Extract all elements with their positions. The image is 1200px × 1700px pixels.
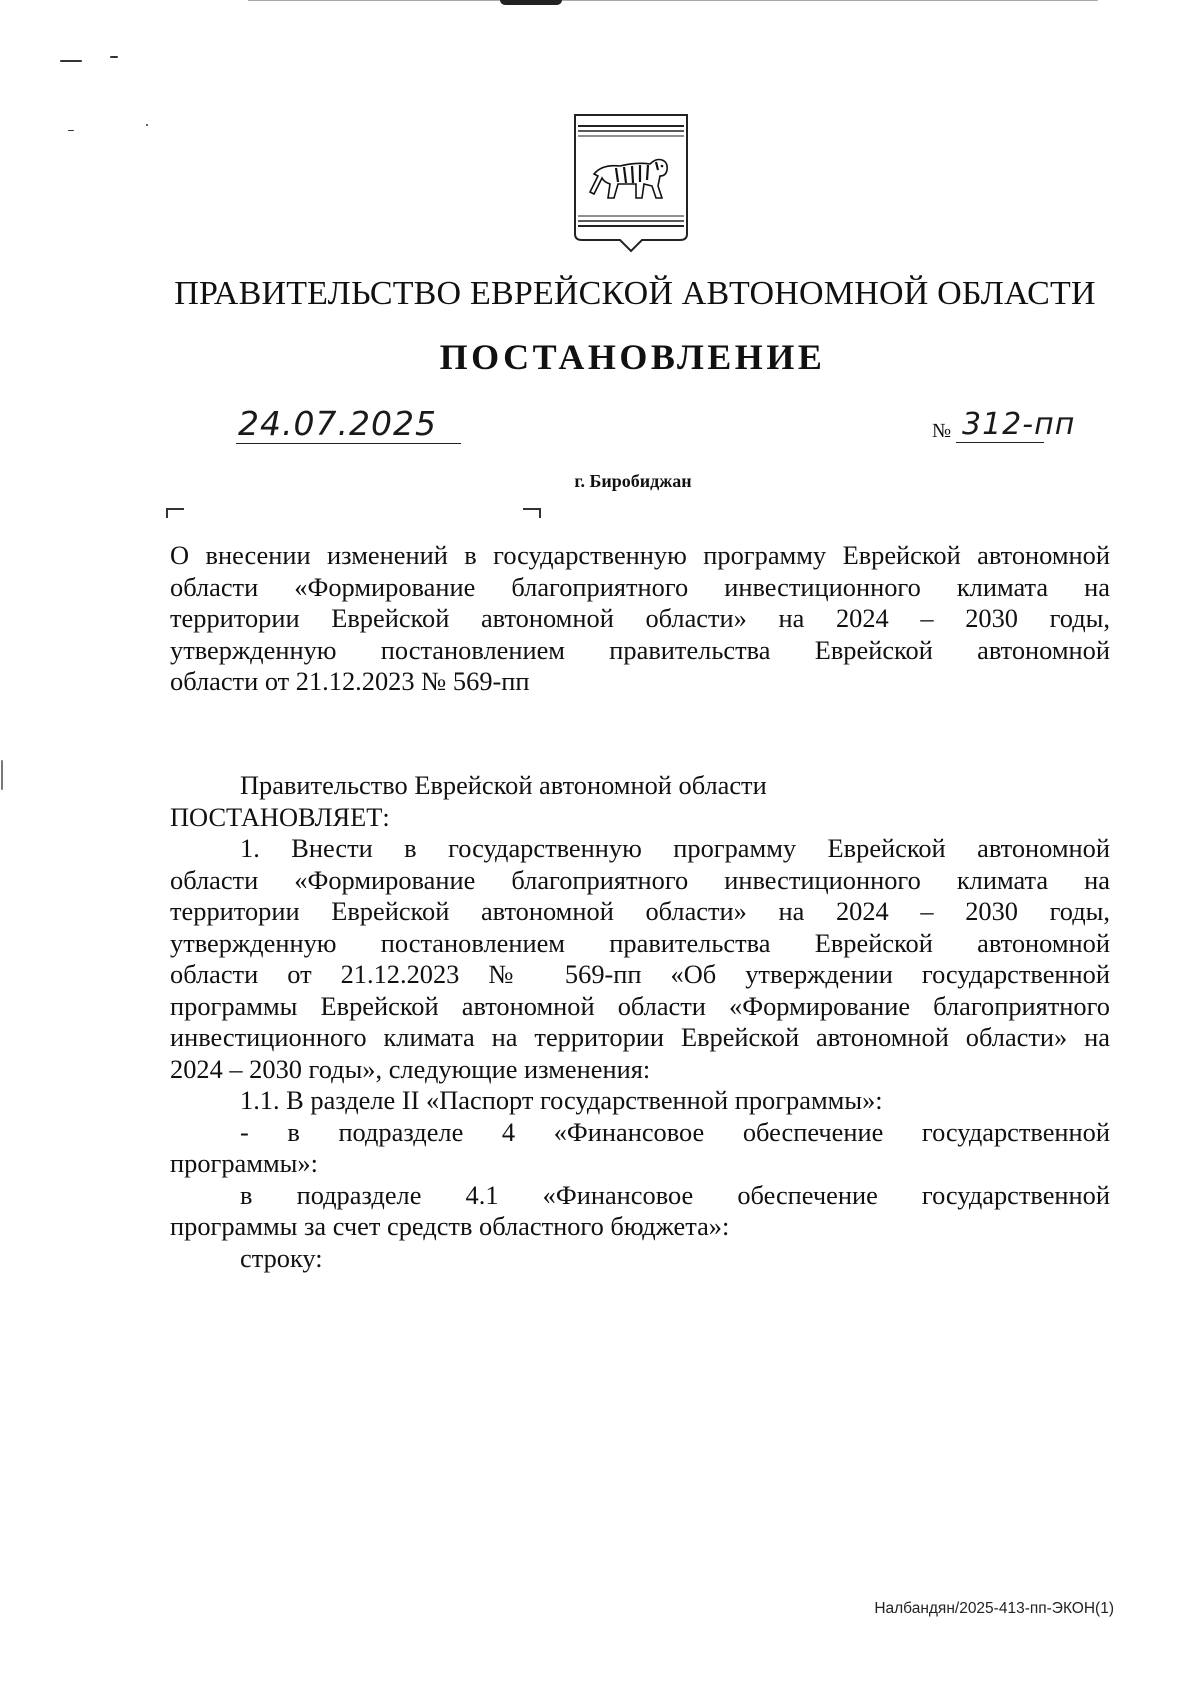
preamble-decree: ПОСТАНОВЛЯЕТ: [170, 801, 390, 832]
item-line: области «Формирование благоприятного инвестиционного климата на [170, 864, 1110, 895]
item-line: 1. Внести в государственную программу Еврейской автономной [240, 833, 1110, 863]
subsection-line: программы за счет средств областного бюджета»: [170, 1211, 730, 1241]
document-code: Налбандян/2025-413-пп-ЭКОН(1) [874, 1600, 1114, 1617]
city-label: г. Биробиджан [574, 471, 692, 491]
subject-line: территории Еврейской автономной области» на 2024 – 2030 годы, [170, 603, 1110, 633]
corner-mark-right [523, 508, 541, 518]
scan-mark [146, 124, 148, 126]
number-underline [956, 442, 1044, 443]
preamble-line: Правительство Еврейской автономной области [240, 770, 767, 800]
scan-top-edge [248, 0, 1098, 1]
document-subject [170, 540, 1110, 698]
subsection-line: программы»: [170, 1148, 318, 1178]
scan-mark [1, 760, 3, 790]
handwritten-date: 24.07.2025 [238, 404, 437, 443]
scan-binder-mark [500, 0, 562, 5]
subject-line: утвержденную постановлением правительства Еврейской автономной [170, 634, 1110, 665]
scan-mark [60, 60, 82, 62]
item-line: инвестиционного климата на территории Еврейской автономной области» на [170, 1022, 1110, 1052]
number-sign: № [932, 420, 952, 442]
scan-mark [110, 56, 118, 58]
document-body [170, 770, 1110, 1274]
scan-mark [68, 130, 74, 131]
subject-line: О внесении изменений в государственную программу Еврейской автономной [170, 540, 1110, 570]
item-line: утвержденную постановлением правительства Еврейской автономной [170, 927, 1110, 958]
row-word: строку: [240, 1242, 323, 1273]
coat-of-arms-emblem [572, 112, 690, 254]
subsection-line: в подразделе 4.1 «Финансовое обеспечение государственной [240, 1179, 1110, 1210]
subject-line: области от 21.12.2023 № 569-пп [170, 666, 530, 696]
corner-mark-left [166, 508, 184, 518]
date-underline [236, 443, 461, 444]
item-line: области от 21.12.2023 № 569-пп «Об утверждении государственной [170, 959, 1110, 989]
subitem-line: 1.1. В разделе II «Паспорт государственной программы»: [240, 1085, 883, 1115]
item-line: программы Еврейской автономной области «Формирование благоприятного [170, 990, 1110, 1021]
subsection-line: - в подразделе 4 «Финансовое обеспечение государственной [240, 1116, 1110, 1147]
document-kind-title: ПОСТАНОВЛЕНИЕ [439, 337, 826, 377]
government-title: ПРАВИТЕЛЬСТВО ЕВРЕЙСКОЙ АВТОНОМНОЙ ОБЛАСТИ [174, 275, 1096, 312]
item-line: 2024 – 2030 годы», следующие изменения: [170, 1053, 651, 1084]
handwritten-number: 312-пп [962, 407, 1076, 442]
subject-line: области «Формирование благоприятного инвестиционного климата на [170, 571, 1110, 602]
item-line: территории Еврейской автономной области» на 2024 – 2030 годы, [170, 896, 1110, 926]
